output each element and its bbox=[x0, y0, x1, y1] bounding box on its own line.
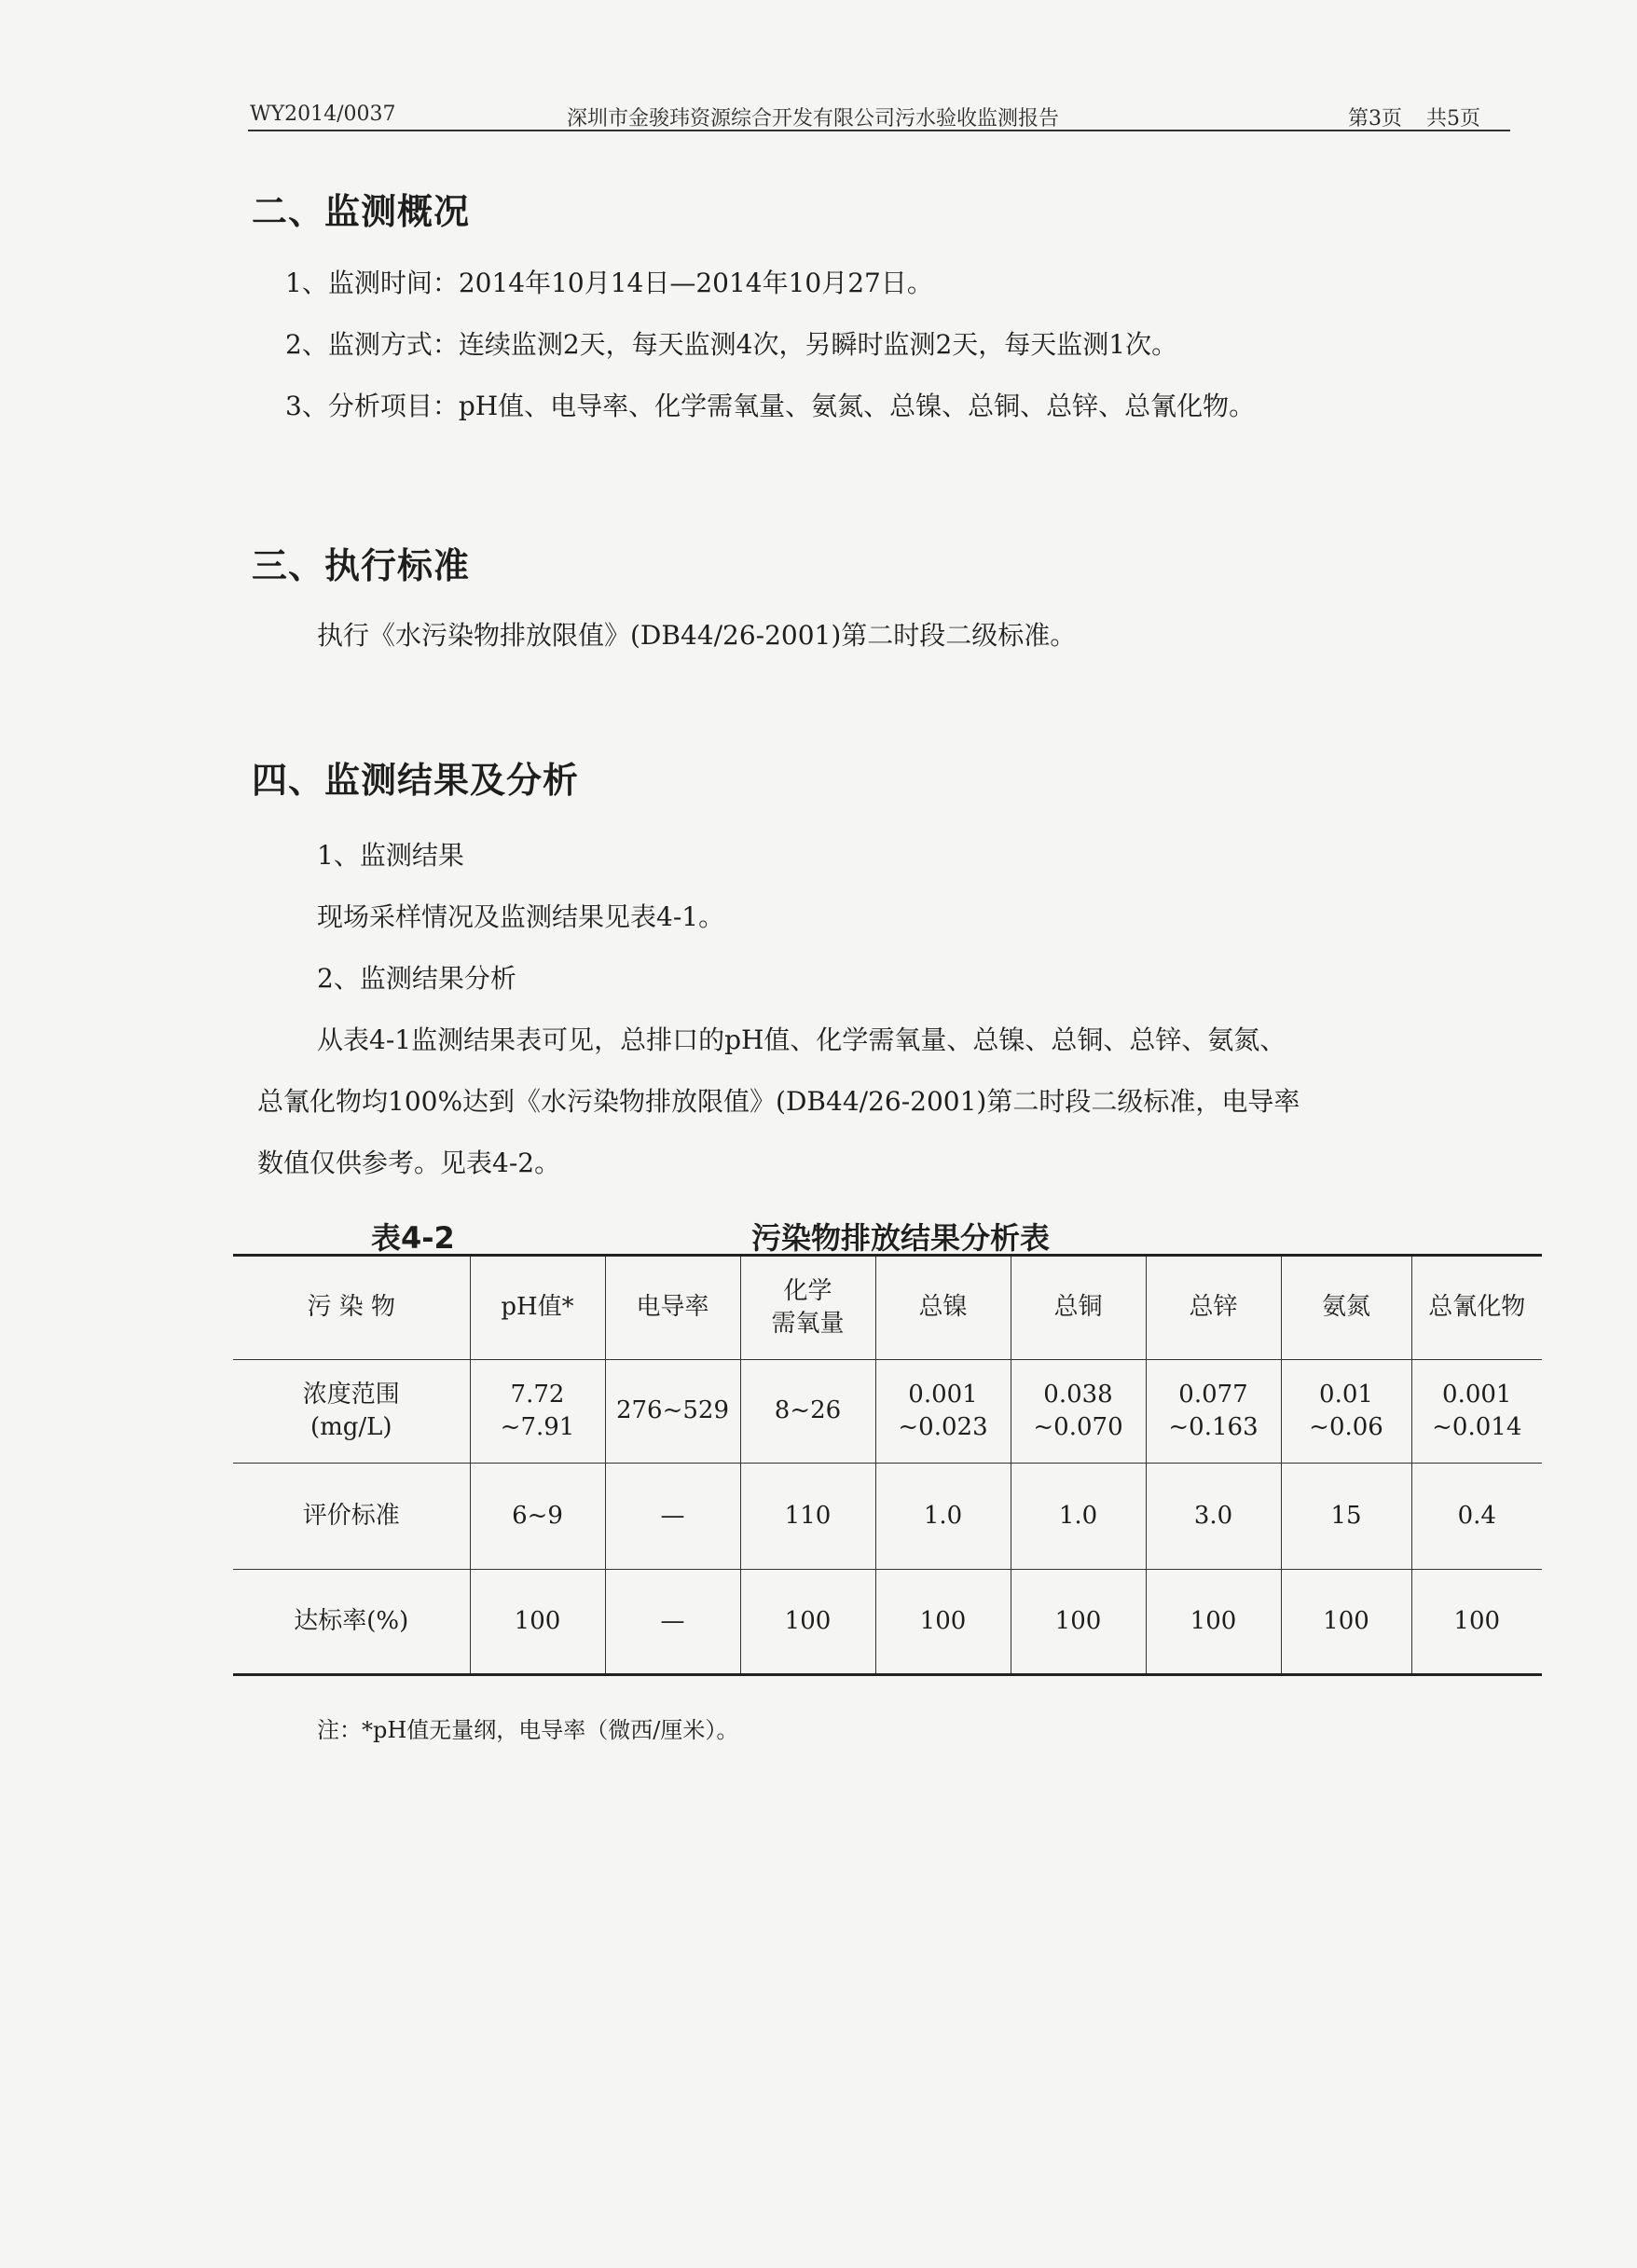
table-title: 污染物排放结果分析表 bbox=[751, 1220, 1051, 1256]
cell-text: 7.72 bbox=[510, 1380, 565, 1409]
cell-text: 110 bbox=[784, 1501, 832, 1530]
table-cell bbox=[875, 1570, 1011, 1675]
table-cell bbox=[1281, 1464, 1411, 1570]
cell-text: ~0.014 bbox=[1432, 1413, 1522, 1441]
table-cell bbox=[875, 1464, 1011, 1570]
table-cell bbox=[1146, 1360, 1281, 1464]
cell-text: 100 bbox=[1054, 1606, 1102, 1635]
table-row-standard bbox=[233, 1464, 1542, 1570]
cell-text: 0.001 bbox=[1442, 1380, 1512, 1409]
cell-text: 0.038 bbox=[1043, 1380, 1113, 1409]
table-header-cell bbox=[875, 1256, 1011, 1360]
table-cell bbox=[605, 1464, 740, 1570]
table-header-row bbox=[233, 1256, 1542, 1360]
cell-text: 100 bbox=[1453, 1606, 1501, 1635]
table-cell bbox=[740, 1464, 875, 1570]
table-header-cell bbox=[1411, 1256, 1542, 1360]
cell-text: 浓度范围 bbox=[302, 1380, 400, 1409]
table-cell bbox=[1411, 1464, 1542, 1570]
table-cell bbox=[605, 1360, 740, 1464]
monitoring-method: 2、监测方式：连续监测2天，每天监测4次，另瞬时监测2天，每天监测1次。 bbox=[285, 329, 1178, 360]
table-row-compliance bbox=[233, 1570, 1542, 1675]
table-cell bbox=[1411, 1360, 1542, 1464]
cell-text: ~0.023 bbox=[898, 1413, 988, 1441]
cell-text: 100 bbox=[514, 1606, 561, 1635]
table-cell bbox=[1011, 1570, 1146, 1675]
table-header-cell bbox=[1281, 1256, 1411, 1360]
cell-text: (mg/L) bbox=[310, 1413, 392, 1441]
cell-text: 3.0 bbox=[1193, 1501, 1233, 1530]
table-header-cell bbox=[1146, 1256, 1281, 1360]
cell-text: 0.01 bbox=[1319, 1380, 1373, 1409]
cell-text: 总镍 bbox=[918, 1293, 968, 1322]
cell-text: ~7.91 bbox=[500, 1413, 575, 1441]
cell-text: pH值* bbox=[501, 1293, 574, 1322]
table-header-cell bbox=[233, 1256, 470, 1360]
table-cell bbox=[470, 1360, 605, 1464]
page-indicator bbox=[1348, 103, 1480, 131]
table-cell bbox=[1281, 1570, 1411, 1675]
page-total: 共5页 bbox=[1426, 107, 1480, 131]
table-note: 注：*pH值无量纲，电导率（微西/厘米）。 bbox=[317, 1717, 739, 1743]
table-cell bbox=[740, 1360, 875, 1464]
cell-text: 0.077 bbox=[1178, 1380, 1248, 1409]
table-header-cell bbox=[740, 1256, 875, 1360]
table-cell bbox=[740, 1570, 875, 1675]
cell-text: 100 bbox=[919, 1606, 967, 1635]
cell-text: 污 染 物 bbox=[307, 1293, 396, 1322]
monitoring-time: 1、监测时间：2014年10月14日—2014年10月27日。 bbox=[285, 268, 933, 298]
cell-text: 评价标准 bbox=[302, 1501, 400, 1530]
table-cell bbox=[470, 1464, 605, 1570]
standard-text: 执行《水污染物排放限值》(DB44/26-2001)第二时段二级标准。 bbox=[317, 620, 1077, 651]
cell-text: 100 bbox=[1190, 1606, 1237, 1635]
table-cell bbox=[1011, 1464, 1146, 1570]
table-row-label bbox=[233, 1360, 470, 1464]
section-2-title: 二、监测概况 bbox=[252, 191, 471, 232]
cell-text: 氨氮 bbox=[1321, 1293, 1370, 1322]
cell-text: 15 bbox=[1330, 1501, 1362, 1530]
cell-text: 0.001 bbox=[908, 1380, 978, 1409]
cell-text: ~0.163 bbox=[1168, 1413, 1259, 1441]
cell-text: 电导率 bbox=[636, 1293, 709, 1322]
pollutant-results-table bbox=[233, 1254, 1542, 1676]
table-cell bbox=[1011, 1360, 1146, 1464]
analysis-items: 3、分析项目：pH值、电导率、化学需氧量、氨氮、总镍、总铜、总锌、总氰化物。 bbox=[285, 391, 1256, 421]
cell-text: 需氧量 bbox=[771, 1310, 845, 1338]
cell-text: 达标率(%) bbox=[294, 1606, 409, 1635]
table-cell bbox=[605, 1570, 740, 1675]
report-title: 深圳市金骏玮资源综合开发有限公司污水验收监测报告 bbox=[567, 107, 1060, 131]
cell-text: — bbox=[660, 1501, 685, 1530]
table-header-cell bbox=[470, 1256, 605, 1360]
analysis-paragraph-line: 数值仅供参考。见表4-2。 bbox=[257, 1148, 561, 1178]
table-cell bbox=[1281, 1360, 1411, 1464]
table-cell bbox=[1146, 1570, 1281, 1675]
table-number: 表4-2 bbox=[371, 1220, 455, 1256]
results-text: 现场采样情况及监测结果见表4-1。 bbox=[317, 901, 725, 932]
cell-text: 总锌 bbox=[1189, 1293, 1238, 1322]
table-row-label bbox=[233, 1570, 470, 1675]
subheading-analysis: 2、监测结果分析 bbox=[317, 963, 516, 994]
table-cell bbox=[470, 1570, 605, 1675]
header-rule bbox=[248, 130, 1510, 131]
table-header-cell bbox=[605, 1256, 740, 1360]
cell-text: 总氰化物 bbox=[1428, 1293, 1526, 1322]
table-cell bbox=[875, 1360, 1011, 1464]
subheading-results: 1、监测结果 bbox=[317, 840, 464, 871]
cell-text: 6~9 bbox=[512, 1501, 563, 1530]
cell-text: 总铜 bbox=[1053, 1293, 1103, 1322]
cell-text: — bbox=[660, 1606, 685, 1635]
cell-text: 1.0 bbox=[923, 1501, 963, 1530]
cell-text: ~0.070 bbox=[1033, 1413, 1123, 1441]
cell-text: 1.0 bbox=[1058, 1501, 1098, 1530]
section-3-title: 三、执行标准 bbox=[252, 545, 471, 586]
table-row-label bbox=[233, 1464, 470, 1570]
report-number: WY2014/0037 bbox=[250, 103, 396, 126]
section-4-title: 四、监测结果及分析 bbox=[252, 760, 580, 801]
analysis-paragraph-line: 总氰化物均100%达到《水污染物排放限值》(DB44/26-2001)第二时段二级标准，电导率 bbox=[257, 1086, 1300, 1117]
cell-text: ~0.06 bbox=[1309, 1413, 1383, 1441]
analysis-paragraph-line: 从表4-1监测结果表可见，总排口的pH值、化学需氧量、总镍、总铜、总锌、氨氮、 bbox=[317, 1024, 1286, 1055]
table-row-concentration bbox=[233, 1360, 1542, 1464]
page-number: 第3页 bbox=[1348, 107, 1402, 131]
cell-text: 0.4 bbox=[1457, 1501, 1496, 1530]
cell-text: 276~529 bbox=[615, 1396, 730, 1425]
cell-text: 100 bbox=[784, 1606, 832, 1635]
table-cell bbox=[1146, 1464, 1281, 1570]
cell-text: 100 bbox=[1323, 1606, 1369, 1635]
table-cell bbox=[1411, 1570, 1542, 1675]
table-header-cell bbox=[1011, 1256, 1146, 1360]
cell-text: 8~26 bbox=[774, 1396, 842, 1425]
cell-text: 化学 bbox=[783, 1276, 832, 1305]
